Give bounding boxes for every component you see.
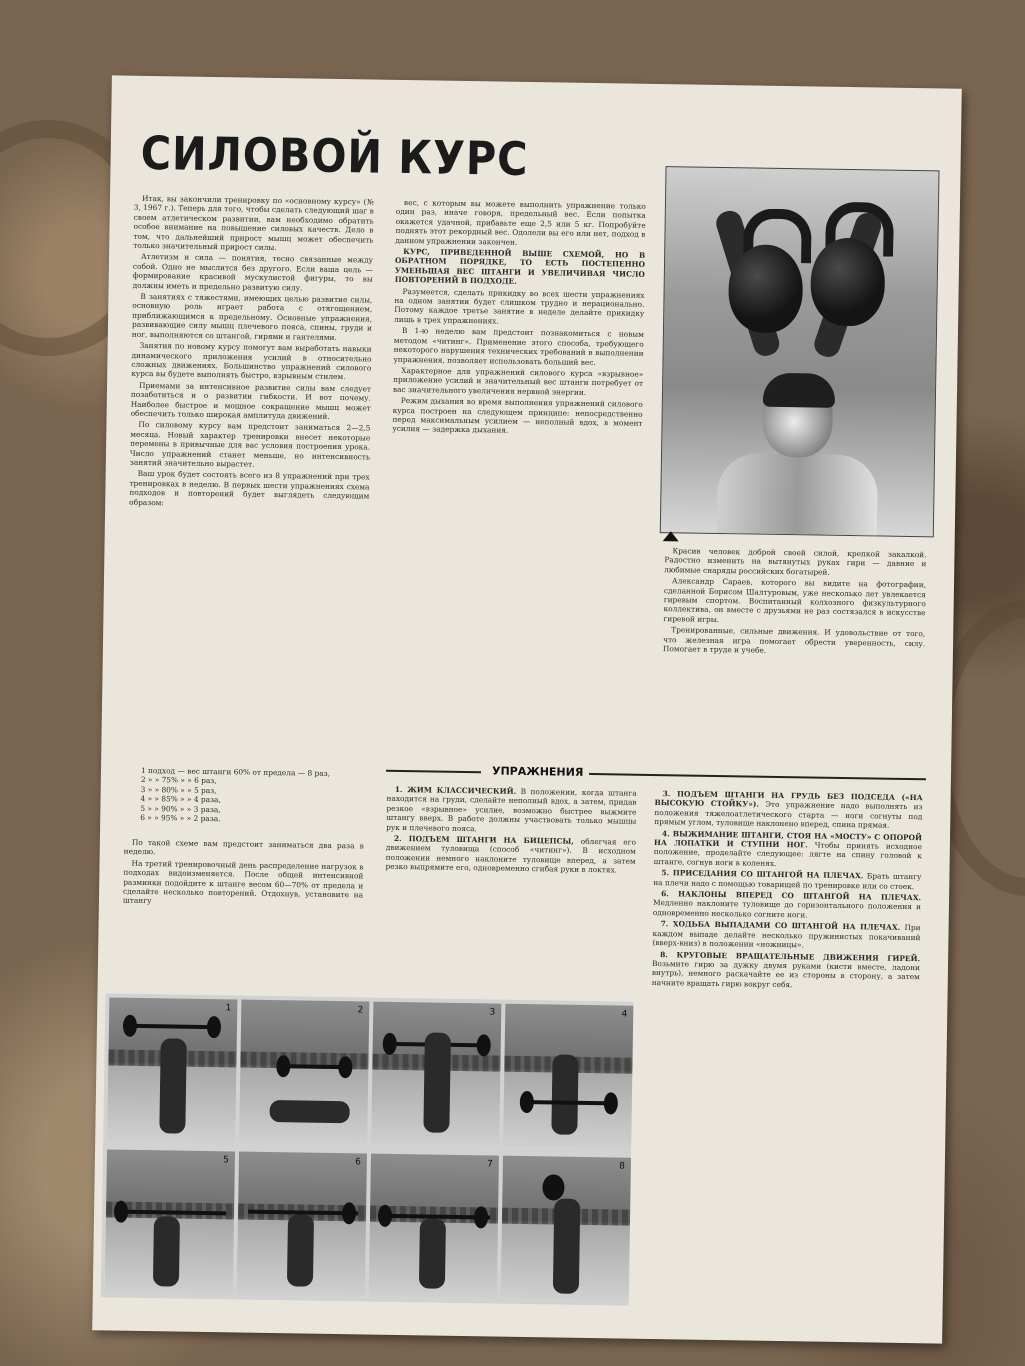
photo-caption — [661, 546, 926, 765]
schedule-table — [140, 766, 361, 839]
exercise-title: 4. ВЫЖИМАНИЕ ШТАНГИ, СТОЯ НА «МОСТУ» С ОПОРОЙ НА ЛОПАТКИ И СТУПНИ НОГ. — [653, 828, 923, 850]
athlete-figure — [269, 1100, 349, 1123]
athlete-hair — [763, 373, 836, 408]
paragraph: Характерное для упражнений силового курса «взрывное» приложение усилий и значительный вес штанги потребует от вас значительного увеличения нервной энергии. — [392, 365, 644, 397]
barbell-plate — [276, 1055, 290, 1077]
exercise-photo-4 — [503, 1004, 633, 1148]
exercise-title: 2. ПОДЪЕМ ШТАНГИ НА БИЦЕПСЫ, — [393, 833, 574, 846]
exercise-text: При каждом выпаде делайте несколько пружинистых покачиваний (вверх-вниз) в положении «ножницы». — [652, 923, 921, 950]
exercise-text: Возьмите гирю за дужку двумя руками (кисти вместе, ладони внутрь), немного раскачайте ее из стороны в сторону, а затем начните вращать гирю вокруг себя. — [651, 958, 921, 989]
exercise-photo-6 — [237, 1152, 367, 1296]
schedule-row: 2 » » 75% » » 6 раз, — [140, 775, 217, 786]
exercise-text: В положении, когда штанга находится на груди, сделайте неполный вдох, а затем, придав резкое «взрывное» усилие, возможно быстрее выжмите штангу вверх. В работе должны участвовать только мышцы рук и плечевого пояса. — [386, 786, 637, 833]
article-title: СИЛОВОЙ КУРС — [140, 125, 529, 186]
kettlebell — [542, 1174, 564, 1200]
paragraph: Режим дыхания во время выполнения упражнений силового курса построен на следующем принципе: непосредственно перед максимальным усилием — неполный вдох, в момент усилия — задержка дыхания. — [392, 396, 643, 436]
exercise-title: 8. КРУГОВЫЕ ВРАЩАТЕЛЬНЫЕ ДВИЖЕНИЯ ГИРЕЙ. — [660, 949, 921, 963]
exercise-text: Брать штангу на плечи надо с помощью товарищей по тренировке или со стоек. — [653, 871, 922, 891]
text-column-1-end — [122, 838, 364, 982]
exercises-column-left — [384, 785, 637, 989]
paragraph: В занятиях с тяжестями, имеющих целью развитие силы, основную роль играет работа с отягощением, приближающимся к предельному. Основные упражнения, развивающие силу мышц плечевого пояса, спины, груди и ног, выполняются со штангой, гирями и гантелями. — [131, 291, 373, 342]
barbell-plate — [604, 1092, 618, 1114]
paragraph: Атлетизм и сила — понятия, тесно связанные между собой. Одно не мыслится без другого. Если ваша цель — формирование красивой мускулистой фигуры, то вы должны иметь и предельно развитую силу. — [132, 252, 374, 293]
exercise-title: 5. ПРИСЕДАНИЯ СО ШТАНГОЙ НА ПЛЕЧАХ. — [661, 868, 864, 881]
exercises-column-right — [647, 789, 923, 1313]
photo-number: 8 — [619, 1161, 625, 1172]
exercise-photo-2 — [239, 1000, 369, 1144]
barbell-plate — [477, 1034, 491, 1056]
barbell-plate — [520, 1091, 534, 1113]
athlete-shirt — [717, 453, 878, 537]
schedule-row: 4 » » 85% » » 4 раза, — [140, 794, 221, 805]
caption-paragraph: Тренированные, сильные движения. И удовольствие от того, что железная игра помогает обрести уверенность, силу. Помогает в труде и учебе. — [662, 625, 926, 655]
exercise-text: Это упражнение надо выполнять из положения тяжелоатлетического старта — ноги согнуты под прямым углом, туловище наклонено вперед, спина прямая. — [654, 800, 923, 830]
paragraph: Ваш урок будет состоять всего из 8 упражнений при трех тренировках в неделю. В первых шести упражнениях схема подходов и повторений будет выглядеть следующим образом: — [129, 469, 370, 507]
barbell — [524, 1100, 614, 1105]
photo-number: 3 — [489, 1007, 496, 1018]
photo-number: 4 — [621, 1009, 628, 1020]
exercise-title: 1. ЖИМ КЛАССИЧЕСКИЙ. — [394, 784, 517, 796]
text-column-1 — [125, 194, 374, 758]
barbell-plate — [378, 1205, 392, 1227]
paragraph: Занятия по новому курсу помогут вам выработать навыки динамического приложения усилий в относительно сложных движениях. Большинство упражнений силового курса вы будете выполнять быстро, взрывным стилем. — [131, 340, 372, 382]
kettlebell-photo — [660, 166, 940, 537]
schedule-row: 1 подход — вес штанги 60% от предела — 8 раз, — [140, 765, 331, 778]
divider — [386, 770, 481, 773]
paragraph: Итак, вы закончили тренировку по «основному курсу» (№ 3, 1967 г.). Теперь для того, чтобы сделать следующий шаг в своем атлетическом развитии, вам необходимо обратить особое внимание на повышение силовых качеств. Дело в том, что дальнейший прирост мышц может обеспечить только значительный прирост силы. — [133, 193, 375, 253]
kettlebell — [810, 237, 885, 326]
athlete-figure — [159, 1038, 186, 1133]
paragraph: По такой схеме вам предстоит заниматься два раза в неделю. — [123, 837, 364, 857]
section-heading — [386, 763, 926, 785]
exercise-photo-3 — [371, 1002, 501, 1146]
exercise-title: 3. ПОДЪЕМ ШТАНГИ НА ГРУДЬ БЕЗ ПОДСЕДА («НА ВЫСОКУЮ СТОЙКУ»). — [654, 789, 923, 810]
text-column-2 — [387, 198, 646, 762]
paragraph: Разумеется, сделать прикидку во всех шести упражнениях на одном занятии будет слишком трудно и нерационально. Потому каждое третье занятие в неделе делайте прикидку лишь в трех упражнениях. — [394, 286, 645, 326]
paragraph: На третий тренировочный день распределение нагрузок в подходах видоизменяется. После общей интенсивной разминки подойдите к штанге весом 60—70% от предела и сделайте несколько повторений. Отдохнув, установите на штангу — [122, 858, 364, 906]
barbell-plate — [383, 1033, 397, 1055]
exercise-text: Медленно наклоните туловище до горизонтального положения и одновременно несколько согните ноги. — [652, 898, 922, 920]
kettlebell — [728, 244, 803, 333]
exercise-title: 6. НАКЛОНЫ ВПЕРЕД СО ШТАНГОЙ НА ПЛЕЧАХ. — [661, 889, 922, 903]
athlete-figure — [419, 1218, 446, 1288]
photo-number: 2 — [357, 1005, 364, 1016]
barbell-plate — [207, 1016, 221, 1038]
paragraph: В 1-ю неделю вам предстоит познакомиться с новым методом «читинг». Применение этого способа, требующего некоторого нарушения технических требований в выполнении упражнения, позволяет использовать больший вес. — [393, 326, 644, 367]
photo-number: 7 — [487, 1159, 493, 1170]
exercise-photo-5 — [105, 1149, 235, 1293]
exercise-photo-1 — [107, 997, 237, 1141]
section-title: УПРАЖНЕНИЯ — [486, 764, 590, 779]
barbell-plate — [474, 1206, 488, 1228]
paragraph: Приемами за интенсивное развитие силы вам следует позаботиться и о развитии гибкости. И вот почему. Наиболее быстрое и мощное сокращение мышц может обеспечить только широкая амплитуда движений. — [130, 380, 372, 421]
schedule-row: 3 » » 80% » » 5 раз, — [140, 784, 217, 795]
barbell-plate — [123, 1015, 137, 1037]
exercise-photo-7 — [369, 1154, 499, 1298]
magazine-page — [92, 75, 962, 1343]
exercise-photo-strip — [101, 993, 634, 1305]
athlete-figure — [287, 1214, 314, 1286]
barbell-plate — [338, 1056, 352, 1078]
barbell — [127, 1024, 219, 1029]
athlete-figure — [153, 1216, 180, 1286]
photo-number: 1 — [225, 1003, 232, 1014]
divider — [586, 773, 926, 780]
caption-paragraph: Красив человек доброй своей силой, крепкой закалкой. Радостно изменить на вытянутых руках гири — давние и любимые снаряды российских богатырей. — [664, 546, 927, 577]
schedule-row: 6 » » 95% » » 2 раза. — [140, 812, 221, 824]
athlete-figure — [551, 1054, 578, 1134]
athlete-figure — [553, 1198, 580, 1293]
paragraph: вес, с которым вы можете выполнить упражнение только один раз, иначе говоря, предельный вес. Если попытка окажется удачной, прибавьте еще 2,5 или 5 кг. Попробуйте поднять этот рекордный вес. Одолели вы его или нет, подход в данном упражнении закончен. — [395, 198, 646, 247]
photo-number: 5 — [223, 1155, 229, 1166]
exercise-title: 7. ХОДЬБА ВЫПАДАМИ СО ШТАНГОЙ НА ПЛЕЧАХ. — [660, 919, 901, 933]
barbell-plate — [114, 1201, 128, 1223]
paragraph: По силовому курсу вам предстоит заниматься 2—2,5 месяца. Новый характер тренировки внесет некоторые перемены в привычные для вас условия построения урока. Число упражнений станет меньше, но интенсивность занятий значительно вырастет. — [129, 420, 371, 469]
exercise-text: облегчая его движением туловища (способ «читинг»). В исходном положении немного наклоните туловище вперед, а затем резко выпрямите его, одновременно сгибая руки в локтях. — [385, 836, 637, 875]
caption-marker-icon — [663, 531, 679, 541]
caption-paragraph: Александр Сараев, которого вы видите на фотографии, сделанной Борисом Шалтуровым, уже несколько лет увлекается гиревым спортом. Воспитанный колхозного физкультурного коллектива, он вместе с друзьями не раз состязался в искусстве гиревой игры. — [663, 576, 927, 624]
athlete-figure — [423, 1032, 451, 1132]
emphasis-paragraph: КУРС, ПРИВЕДЕННОЙ ВЫШЕ СХЕМОЙ, НО В ОБРАТНОМ ПОРЯДКЕ, ТО ЕСТЬ ПОСТЕПЕННО УМЕНЬШАЯ ВЕС ШТАНГИ И УВЕЛИЧИВАЯ ЧИСЛО ПОВТОРЕНИЙ В ПОДХОДЕ. — [394, 247, 646, 287]
exercise-photo-8 — [501, 1156, 631, 1300]
schedule-row: 5 » » 90% » » 3 раза, — [140, 803, 221, 814]
exercise-text: Чтобы принять исходное положение, проделайте следующее: лягте на спину головой к штанге, согнув ноги в коленях. — [653, 840, 922, 868]
photo-number: 6 — [355, 1157, 361, 1168]
